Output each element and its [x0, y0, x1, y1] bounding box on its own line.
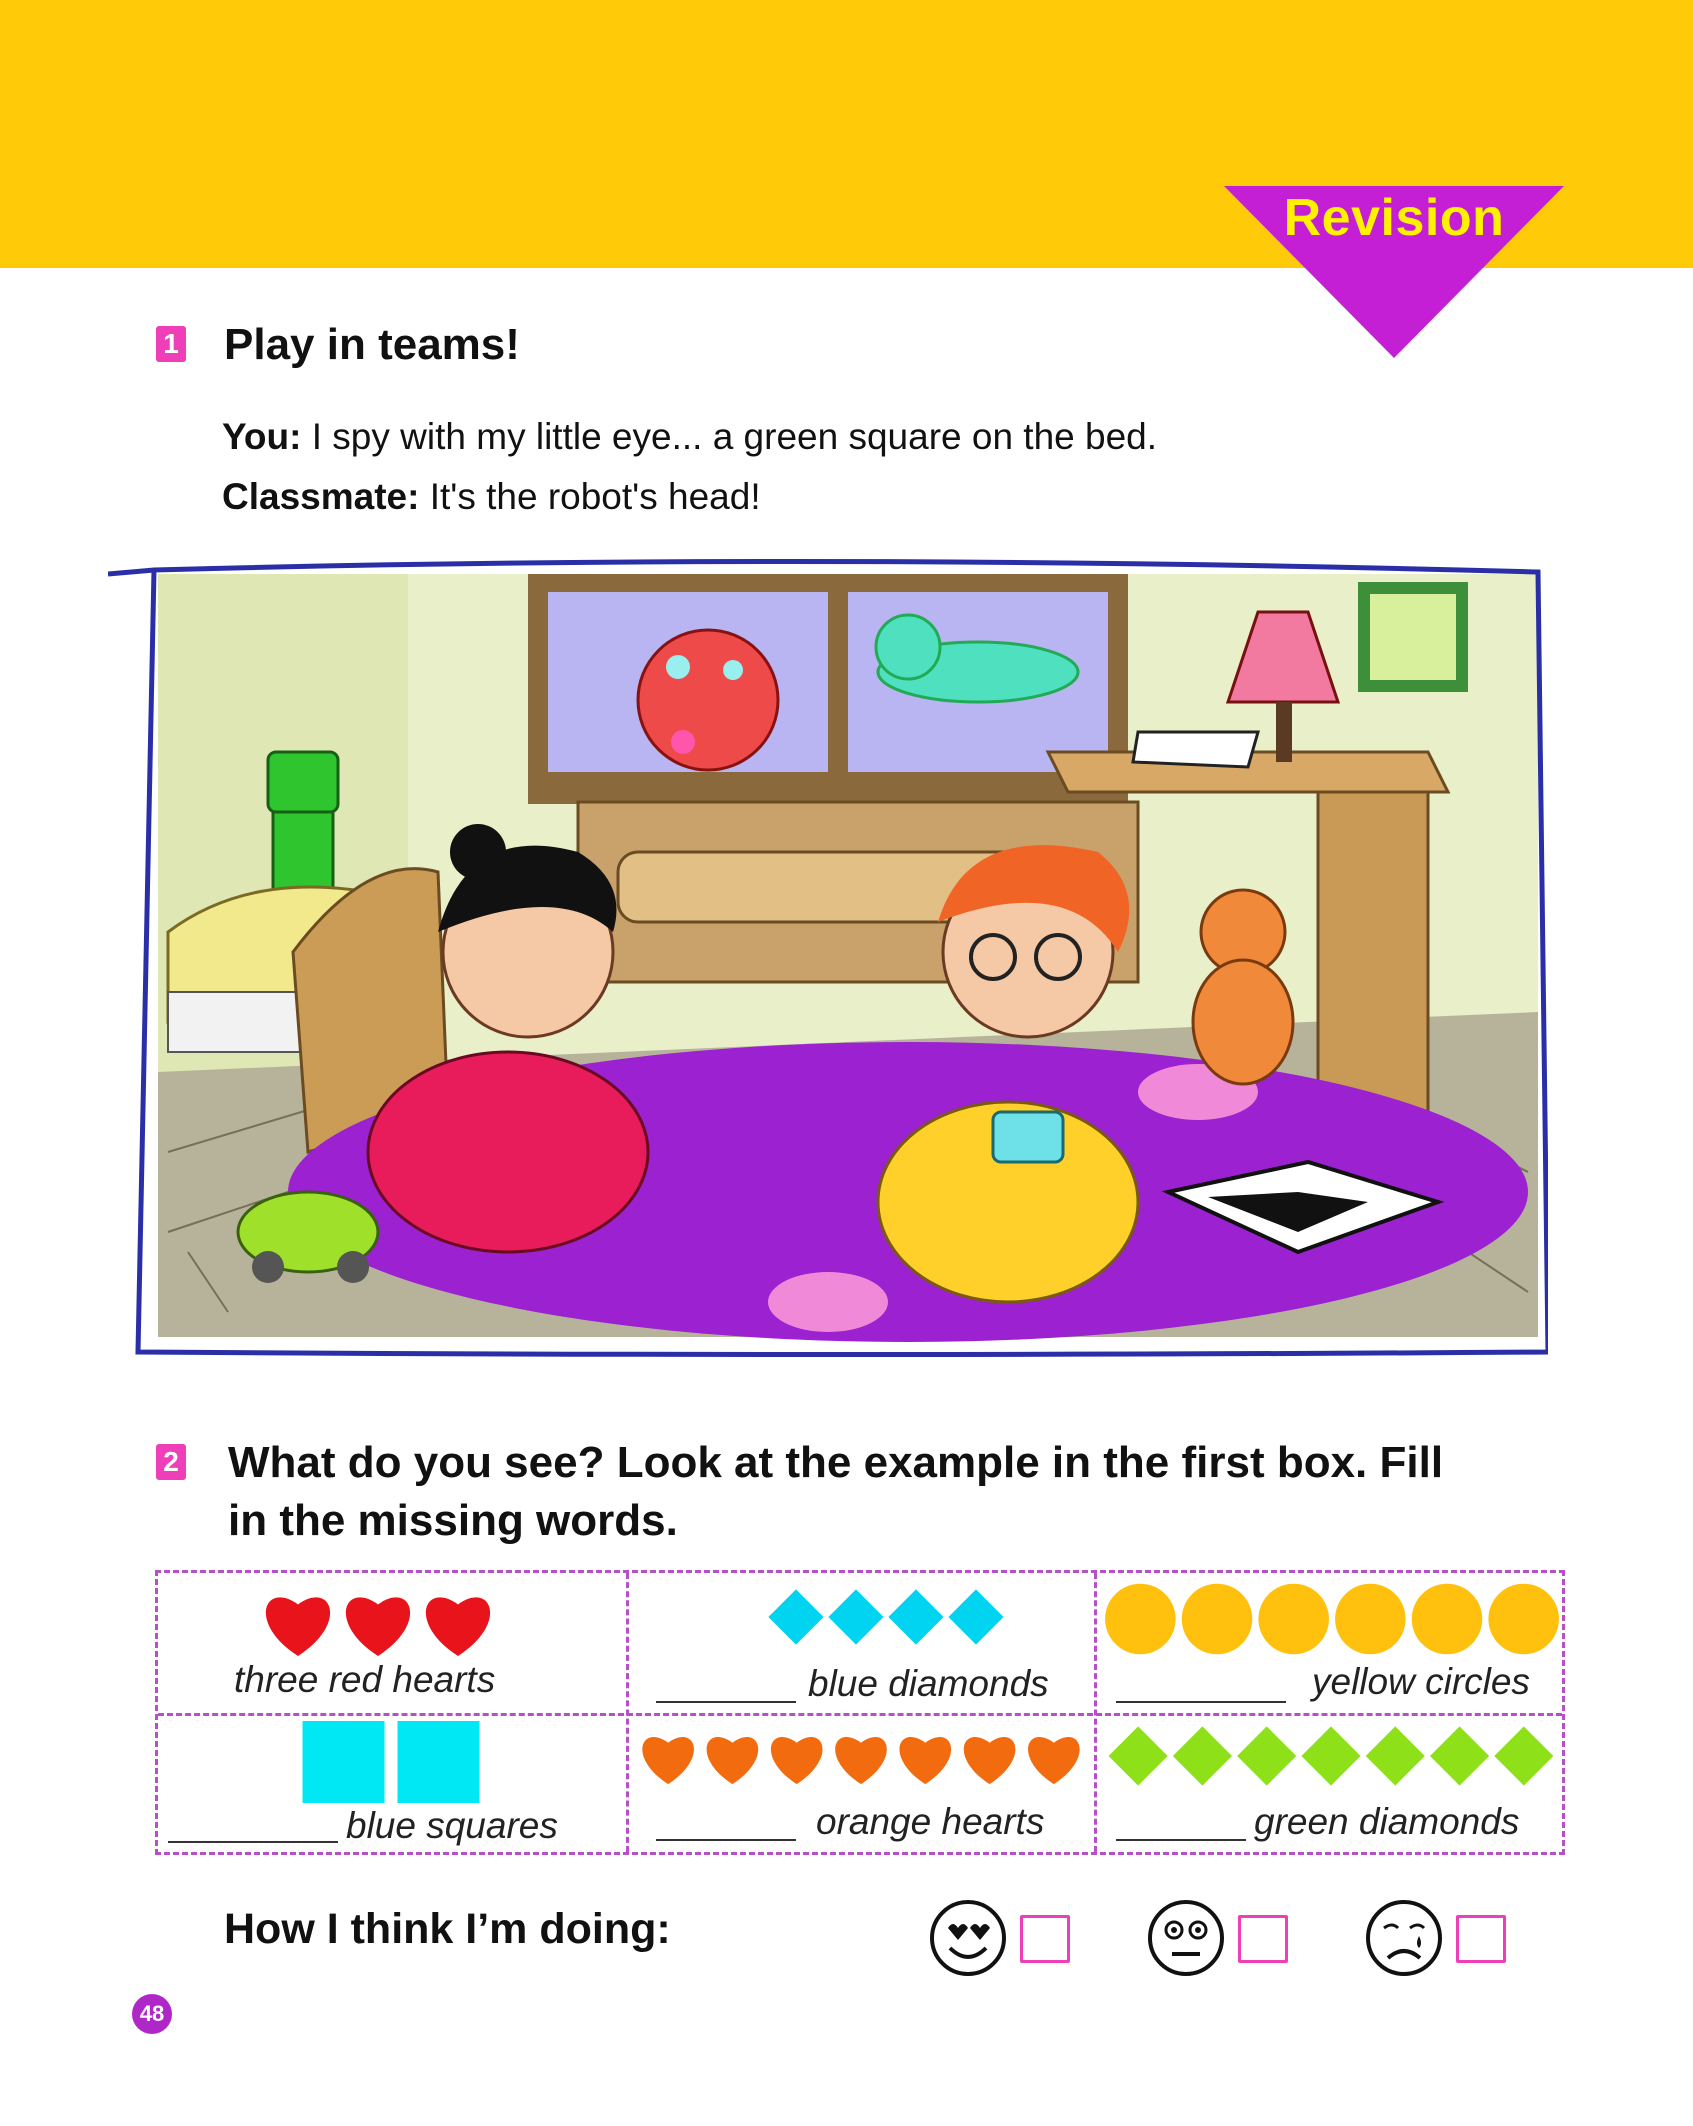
- square-shape: [303, 1721, 385, 1803]
- speaker-classmate: Classmate:: [222, 476, 420, 517]
- answer-blank-3[interactable]: [1116, 1701, 1286, 1703]
- shape-cell-1: [158, 1573, 626, 1713]
- shapes-grid: [155, 1570, 1565, 1855]
- diamond-shape: [1109, 1726, 1168, 1785]
- shape-cell-3: [1094, 1573, 1565, 1713]
- circle-shape: [1488, 1584, 1559, 1655]
- dialog-line-classmate: [222, 476, 761, 518]
- shape-cell-6: [1094, 1713, 1565, 1855]
- orange-hearts-group: [636, 1721, 1086, 1791]
- cell-1-caption: three red hearts: [234, 1659, 496, 1700]
- exercise-2-number: 2: [156, 1444, 186, 1480]
- love-face-checkbox[interactable]: [1020, 1915, 1070, 1963]
- heart-shape: [266, 1597, 330, 1656]
- cell-5-caption: orange hearts: [816, 1801, 1045, 1842]
- diamond-shape: [1430, 1726, 1489, 1785]
- love-face-icon: [928, 1898, 1008, 1978]
- line-text-classmate: It's the robot's head!: [419, 476, 761, 517]
- heart-shape: [1028, 1737, 1080, 1784]
- circle-shape: [1335, 1584, 1406, 1655]
- heart-shape: [642, 1737, 694, 1784]
- cell-3-caption: yellow circles: [1312, 1661, 1530, 1702]
- diamond-shape: [1366, 1726, 1425, 1785]
- squares-group: [296, 1721, 486, 1803]
- shape-cell-2: [626, 1573, 1094, 1713]
- circles-group: [1102, 1581, 1562, 1657]
- exercise-1-title: Play in teams!: [224, 320, 520, 369]
- answer-blank-6[interactable]: [1116, 1839, 1246, 1841]
- circle-shape: [1182, 1584, 1253, 1655]
- line-text-you: I spy with my little eye... a green square on the bed.: [301, 416, 1158, 457]
- diamonds-group: [766, 1581, 1006, 1653]
- square-shape: [398, 1721, 480, 1803]
- neutral-face-checkbox[interactable]: [1238, 1915, 1288, 1963]
- exercise-2-title-line-2: in the missing words.: [228, 1496, 678, 1545]
- cell-6-caption: green diamonds: [1254, 1801, 1520, 1842]
- diamond-shape: [1237, 1726, 1296, 1785]
- diamond-shape: [1494, 1726, 1553, 1785]
- self-assessment-label: How I think I’m doing:: [224, 1905, 671, 1953]
- dialog-line-you: [222, 416, 1157, 458]
- heart-shape: [346, 1597, 410, 1656]
- diamond-shape: [828, 1589, 883, 1644]
- diamond-shape: [948, 1589, 1003, 1644]
- bedroom-illustration: [108, 552, 1548, 1362]
- page-number: 48: [132, 1994, 172, 2034]
- green-diamonds-group: [1106, 1723, 1556, 1789]
- diamond-shape: [1173, 1726, 1232, 1785]
- heart-shape: [899, 1737, 951, 1784]
- revision-badge: Revision: [1283, 189, 1505, 247]
- circle-shape: [1258, 1584, 1329, 1655]
- sad-face-checkbox[interactable]: [1456, 1915, 1506, 1963]
- diamond-shape: [768, 1589, 823, 1644]
- cell-4-caption: blue squares: [346, 1805, 558, 1846]
- hearts-group: [258, 1581, 498, 1661]
- shape-cell-4: [158, 1713, 626, 1855]
- answer-blank-4[interactable]: [168, 1841, 338, 1843]
- heart-shape: [771, 1737, 823, 1784]
- circle-shape: [1105, 1584, 1176, 1655]
- heart-shape: [707, 1737, 759, 1784]
- shape-cell-5: [626, 1713, 1094, 1855]
- circle-shape: [1412, 1584, 1483, 1655]
- exercise-1-number: 1: [156, 326, 186, 362]
- heart-shape: [964, 1737, 1016, 1784]
- sad-face-icon: [1364, 1898, 1444, 1978]
- exercise-2-title-line-1: What do you see? Look at the example in the first box. Fill: [228, 1438, 1444, 1487]
- speaker-you: You:: [222, 416, 302, 457]
- diamond-shape: [1301, 1726, 1360, 1785]
- cell-2-caption: blue diamonds: [808, 1663, 1049, 1704]
- answer-blank-5[interactable]: [656, 1839, 796, 1841]
- heart-shape: [835, 1737, 887, 1784]
- neutral-face-icon: [1146, 1898, 1226, 1978]
- diamond-shape: [888, 1589, 943, 1644]
- answer-blank-2[interactable]: [656, 1701, 796, 1703]
- heart-shape: [426, 1597, 490, 1656]
